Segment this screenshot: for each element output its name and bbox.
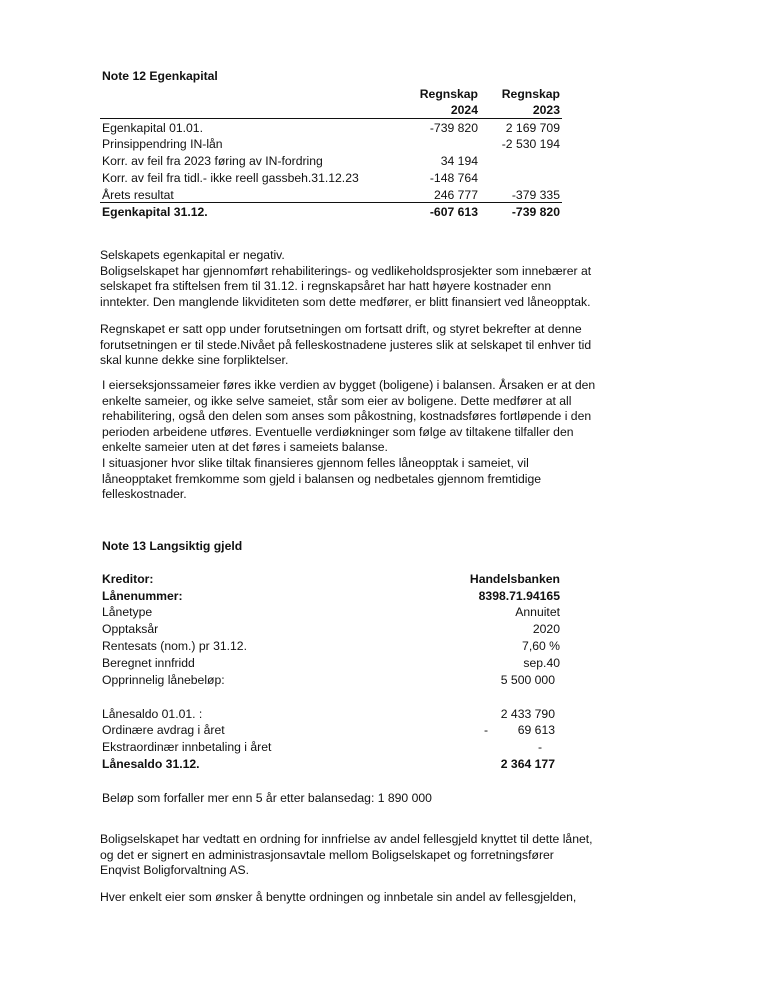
row-value-2023: -379 335 [511, 188, 560, 202]
info-label: Lånetype [102, 605, 153, 619]
row-label: Årets resultat [102, 188, 174, 202]
info-label: Opptaksår [102, 622, 159, 636]
col-header-2024-line1: Regnskap [419, 87, 478, 101]
info-label: Opprinnelig lånebeløp: [102, 673, 225, 687]
row-value-2024: 34 194 [440, 154, 478, 168]
info-value: Handelsbanken [469, 572, 560, 586]
note12-paragraph-2: Regnskapet er satt opp under forutsetningen om fortsatt drift, og styret bekrefter at denne forutsetningen er til stede.Nivået på felleskostnadene justeres slik at selskapet til enhver tid skal kunne dekke sine forpliktelser. [100, 322, 592, 368]
balance-label: Ordinære avdrag i året [102, 723, 225, 737]
row-value-2024: -739 820 [429, 121, 478, 135]
note13-paragraph-1: Boligselskapet har vedtatt en ordning for innfrielse av andel fellesgjeld knyttet til dette lånet, og det er signert en administrasjonsavtale mellom Boligselskapet og forretningsfører Enqvist Boligforvaltning AS. [100, 832, 593, 878]
info-value: sep.40 [523, 656, 560, 670]
balance-label: Lånesaldo 31.12. [102, 757, 200, 771]
info-label: Kreditor: [102, 572, 154, 586]
info-label: Lånenummer: [102, 589, 183, 603]
col-header-2023-line2: 2023 [532, 103, 560, 117]
col-header-2023-line1: Regnskap [501, 87, 560, 101]
info-value: 2020 [532, 622, 560, 636]
row-value-2023: 2 169 709 [505, 121, 560, 135]
col-header-2024-line2: 2024 [450, 103, 478, 117]
balance-prefix: - [484, 723, 489, 737]
note12-paragraph-1: Selskapets egenkapital er negativ. Boligselskapet har gjennomført rehabiliterings- og vedlikeholdsprosjekter som innebærer at selskapet fra stiftelsen frem til 31.12. i regnskapsåret har hatt høyere kostnader enn inntekter. Den manglende likviditeten som dette medfører, er blitt finansiert ved låneopptak. [100, 248, 592, 309]
info-label: Rentesats (nom.) pr 31.12. [102, 639, 247, 653]
info-value: 5 500 000 [500, 673, 555, 687]
balance-value: 2 433 790 [500, 707, 555, 721]
balance-label: Lånesaldo 01.01. : [102, 707, 203, 721]
note12-title: Note 12 Egenkapital [102, 69, 218, 83]
info-label: Beregnet innfridd [102, 656, 195, 670]
note13-paragraph-2: Hver enkelt eier som ønsker å benytte ordningen og innbetale sin andel av fellesgjelden, [100, 890, 577, 904]
due-amount-text: Beløp som forfaller mer enn 5 år etter balansedag: 1 890 000 [102, 791, 432, 805]
info-value: 8398.71.94165 [478, 589, 560, 603]
row-value-2024: -607 613 [429, 205, 478, 219]
balance-value: 69 613 [517, 723, 555, 737]
row-label: Korr. av feil fra 2023 føring av IN-fordring [102, 154, 323, 168]
table-total-rule [100, 202, 562, 203]
row-label: Egenkapital 01.01. [102, 121, 203, 135]
row-value-2023: -739 820 [511, 205, 560, 219]
row-value-2024: -148 764 [429, 171, 478, 185]
row-value-2024: 246 777 [433, 188, 478, 202]
row-label: Egenkapital 31.12. [102, 205, 208, 219]
note13-title: Note 13 Langsiktig gjeld [102, 539, 243, 553]
row-value-2023: -2 530 194 [501, 137, 560, 151]
balance-value: - [537, 740, 542, 754]
info-value: Annuitet [515, 605, 560, 619]
row-label: Korr. av feil fra tidl.- ikke reell gassbeh.31.12.23 [102, 171, 359, 185]
table-top-rule [100, 118, 562, 119]
balance-value: 2 364 177 [500, 757, 555, 771]
info-value: 7,60 % [522, 639, 560, 653]
row-label: Prinsippendring IN-lån [102, 137, 223, 151]
note12-paragraph-3: I eierseksjonssameier føres ikke verdien av bygget (boligene) i balansen. Årsaken er at den enkelte sameier, og ikke selve sameiet, står som eier av boligene. Dette medfører at all rehabilitering, også den delen som anses som påkostning, kostnadsføres fortløpende i den perioden arbeidene utføres. Eventuelle verdiøkninger som følge av tiltakene tilfaller den enkelte sameier uten at det føres i sameiets balanse. I situasjoner hvor slike tiltak finansieres gjennom felles låneopptak i sameiet, vil låneopptaket fremkomme som gjeld i balansen og nedbetales gjennom fremtidige felleskostnader. [102, 378, 596, 502]
balance-label: Ekstraordinær innbetaling i året [102, 740, 272, 754]
